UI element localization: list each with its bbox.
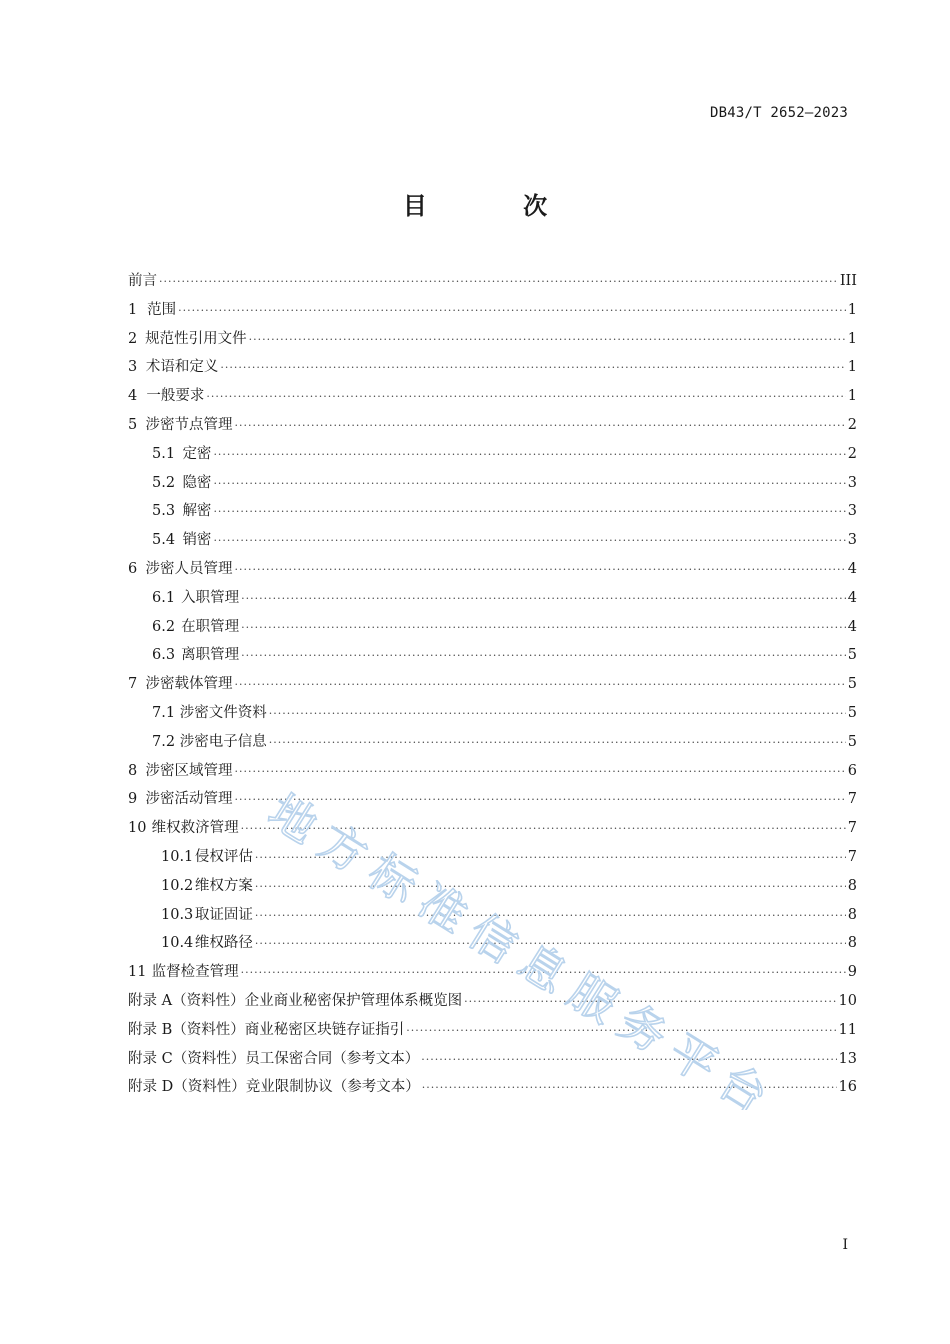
toc-leader-dots (241, 614, 846, 643)
toc-entry-label: 入职管理 (181, 589, 240, 606)
toc-entry[interactable] (128, 699, 857, 728)
toc-entry-label: 维权救济管理 (151, 820, 239, 837)
toc-entry[interactable] (128, 497, 857, 526)
toc-entry-page: 1 (847, 301, 857, 318)
toc-entry[interactable] (128, 296, 857, 325)
toc-entry-page: 9 (847, 964, 857, 981)
toc-leader-dots (235, 671, 846, 700)
toc-entry-number: 7 (128, 676, 138, 693)
watermark-glyph: 标 (359, 843, 427, 914)
toc-entry-page: 13 (838, 1050, 857, 1067)
toc-entry-page: 4 (847, 618, 857, 635)
toc-entry-label: 一般要求 (146, 388, 205, 405)
watermark-glyph: 服 (559, 963, 627, 1034)
toc-entry-page: 5 (847, 733, 857, 750)
toc-entry-page: 2 (847, 416, 857, 433)
toc-entry-label: 隐密 (182, 474, 212, 491)
toc-leader-dots (213, 441, 845, 470)
toc-leader-dots (421, 1046, 836, 1075)
toc-entry-label: 员工保密合同（参考文本） (245, 1050, 420, 1067)
toc-leader-dots (235, 758, 846, 787)
toc-entry-label: 前言 (128, 273, 157, 289)
toc-leader-dots (159, 268, 838, 297)
toc-entry-label: 取证固证 (194, 906, 253, 923)
toc-entry[interactable] (128, 901, 857, 930)
toc-leader-dots (249, 326, 846, 355)
toc-entry-number: 5.4 (152, 532, 176, 549)
toc-entry-label: 商业秘密区块链存证指引 (244, 1021, 405, 1038)
toc-entry-label: 规范性引用文件 (145, 330, 247, 347)
toc-entry-label: 维权方案 (194, 877, 253, 894)
watermark-glyph: 息 (509, 933, 577, 1004)
toc-entry-label: 销密 (182, 532, 212, 549)
toc-entry-label: 涉密电子信息 (179, 733, 267, 750)
watermark-glyph: 台 (709, 1053, 775, 1110)
toc-entry-number: 6.1 (152, 589, 176, 606)
toc-entry[interactable] (128, 785, 857, 814)
toc-entry-label: 涉密活动管理 (145, 791, 233, 808)
toc-entry-number: 附录 A（资料性） (128, 992, 245, 1009)
toc-title: 目 次 (402, 192, 592, 220)
toc-entry-label: 涉密文件资料 (179, 704, 267, 721)
toc-leader-dots (269, 729, 846, 758)
toc-entry-label: 离职管理 (181, 647, 240, 664)
toc-entry-number: 10.4 (161, 935, 194, 952)
toc-entry-page: 2 (847, 445, 857, 462)
toc-entry-number: 3 (128, 359, 138, 376)
toc-leader-dots (464, 988, 836, 1017)
toc-entry[interactable] (128, 353, 857, 382)
toc-entry-number: 5.1 (152, 445, 176, 462)
toc-entry-page: 5 (847, 676, 857, 693)
toc-entry[interactable] (128, 757, 857, 786)
toc-entry[interactable] (128, 987, 857, 1016)
toc-leader-dots (178, 297, 846, 326)
toc-leader-dots (255, 930, 846, 959)
toc-entry[interactable] (128, 728, 857, 757)
toc-entry-label: 在职管理 (181, 618, 240, 635)
toc-entry-label: 涉密人员管理 (145, 560, 233, 577)
toc-entry-number: 10.3 (161, 906, 194, 923)
toc-entry[interactable] (128, 325, 857, 354)
toc-entry-number: 1 (128, 301, 138, 318)
toc-entry-label: 涉密载体管理 (145, 676, 233, 693)
toc-leader-dots (220, 354, 845, 383)
toc-entry[interactable] (128, 1045, 857, 1074)
toc-entry-page: 7 (847, 820, 857, 837)
toc-entry[interactable] (128, 613, 857, 642)
toc-entry-page: 10 (838, 992, 857, 1009)
toc-entry-label: 涉密区域管理 (145, 762, 233, 779)
toc-entry-number: 6.3 (152, 647, 176, 664)
toc-entry-page: 3 (847, 503, 857, 520)
toc-entry[interactable] (128, 469, 857, 498)
toc-entry[interactable] (128, 440, 857, 469)
toc-leader-dots (255, 844, 846, 873)
toc-entry-number: 10 (128, 820, 147, 837)
watermark-glyph: 平 (659, 1023, 727, 1094)
toc-entry-number: 10.1 (161, 848, 194, 865)
watermark-glyph: 准 (409, 873, 477, 944)
toc-entry-label: 监督检查管理 (151, 964, 239, 981)
document-code: DB43/T 2652—2023 (709, 105, 848, 121)
toc-entry-number: 10.2 (161, 877, 194, 894)
toc-entry-page: 1 (847, 388, 857, 405)
toc-entry[interactable] (128, 1016, 857, 1045)
toc-entry-number: 9 (128, 791, 138, 808)
toc-entry-page: 5 (847, 647, 857, 664)
toc-leader-dots (213, 470, 845, 499)
toc-leader-dots (269, 700, 846, 729)
watermark-glyph: 务 (609, 993, 677, 1064)
toc-entry-label: 维权路径 (194, 935, 253, 952)
toc-leader-dots (241, 585, 846, 614)
toc-entry[interactable] (128, 843, 857, 872)
table-of-contents (128, 267, 857, 1102)
toc-entry-label: 术语和定义 (145, 359, 219, 376)
toc-leader-dots (241, 642, 846, 671)
toc-entry-number: 7.2 (152, 733, 176, 750)
toc-entry[interactable] (128, 1073, 857, 1102)
watermark-glyph: 方 (309, 813, 377, 884)
toc-entry-page: 3 (847, 474, 857, 491)
watermark-glyph: 地 (259, 783, 327, 854)
toc-entry-number: 5.3 (152, 503, 176, 520)
toc-entry[interactable] (128, 872, 857, 901)
watermark-glyph: 信 (459, 903, 527, 974)
toc-leader-dots (206, 383, 845, 412)
toc-entry-number: 附录 C（资料性） (128, 1050, 246, 1067)
toc-entry-number: 5 (128, 416, 138, 433)
toc-entry[interactable] (128, 641, 857, 670)
toc-entry[interactable] (128, 267, 857, 296)
toc-entry-number: 4 (128, 388, 138, 405)
toc-entry[interactable] (128, 670, 857, 699)
toc-entry[interactable] (128, 929, 857, 958)
toc-leader-dots (241, 959, 846, 988)
toc-entry-label: 范围 (147, 301, 177, 318)
toc-entry-label: 企业商业秘密保护管理体系概览图 (244, 992, 463, 1009)
toc-entry-label: 侵权评估 (194, 848, 253, 865)
toc-entry[interactable] (128, 814, 857, 843)
toc-entry[interactable] (128, 584, 857, 613)
toc-entry-number: 6.2 (152, 618, 176, 635)
toc-entry[interactable] (128, 555, 857, 584)
toc-entry-page: 4 (847, 589, 857, 606)
toc-entry-page: 4 (847, 560, 857, 577)
toc-leader-dots (213, 527, 845, 556)
toc-entry-number: 5.2 (152, 474, 176, 491)
toc-entry[interactable] (128, 411, 857, 440)
toc-entry-label: 解密 (182, 503, 212, 520)
footer-page-number: I (842, 1237, 848, 1253)
toc-leader-dots (213, 498, 845, 527)
toc-entry-page: 8 (847, 906, 857, 923)
toc-entry-page: 6 (847, 762, 857, 779)
toc-entry-number: 11 (128, 964, 147, 981)
toc-leader-dots (235, 412, 846, 441)
toc-leader-dots (241, 815, 846, 844)
toc-entry-page: 8 (847, 877, 857, 894)
toc-entry-page: 7 (847, 791, 857, 808)
toc-leader-dots (255, 902, 846, 931)
toc-entry-number: 附录 B（资料性） (128, 1021, 245, 1038)
toc-entry-page: 11 (838, 1021, 857, 1038)
toc-entry-page: III (839, 273, 857, 289)
toc-entry-page: 8 (847, 935, 857, 952)
toc-entry-page: 3 (847, 532, 857, 549)
toc-entry[interactable] (128, 958, 857, 987)
toc-entry-page: 16 (838, 1079, 857, 1096)
toc-entry-number: 6 (128, 560, 138, 577)
toc-entry-page: 1 (847, 359, 857, 376)
toc-entry-number: 8 (128, 762, 138, 779)
toc-entry[interactable] (128, 526, 857, 555)
toc-entry-label: 涉密节点管理 (145, 416, 233, 433)
toc-leader-dots (406, 1017, 836, 1046)
toc-entry-label: 竞业限制协议（参考文本） (245, 1079, 420, 1096)
toc-leader-dots (235, 786, 846, 815)
toc-leader-dots (422, 1074, 837, 1103)
toc-entry-number: 2 (128, 330, 138, 347)
toc-entry-page: 7 (847, 848, 857, 865)
toc-entry[interactable] (128, 382, 857, 411)
toc-entry-label: 定密 (182, 445, 212, 462)
toc-leader-dots (255, 873, 846, 902)
toc-entry-number: 7.1 (152, 704, 176, 721)
toc-leader-dots (235, 556, 846, 585)
toc-entry-page: 1 (847, 330, 857, 347)
toc-entry-page: 5 (847, 704, 857, 721)
toc-entry-number: 附录 D（资料性） (128, 1079, 246, 1096)
